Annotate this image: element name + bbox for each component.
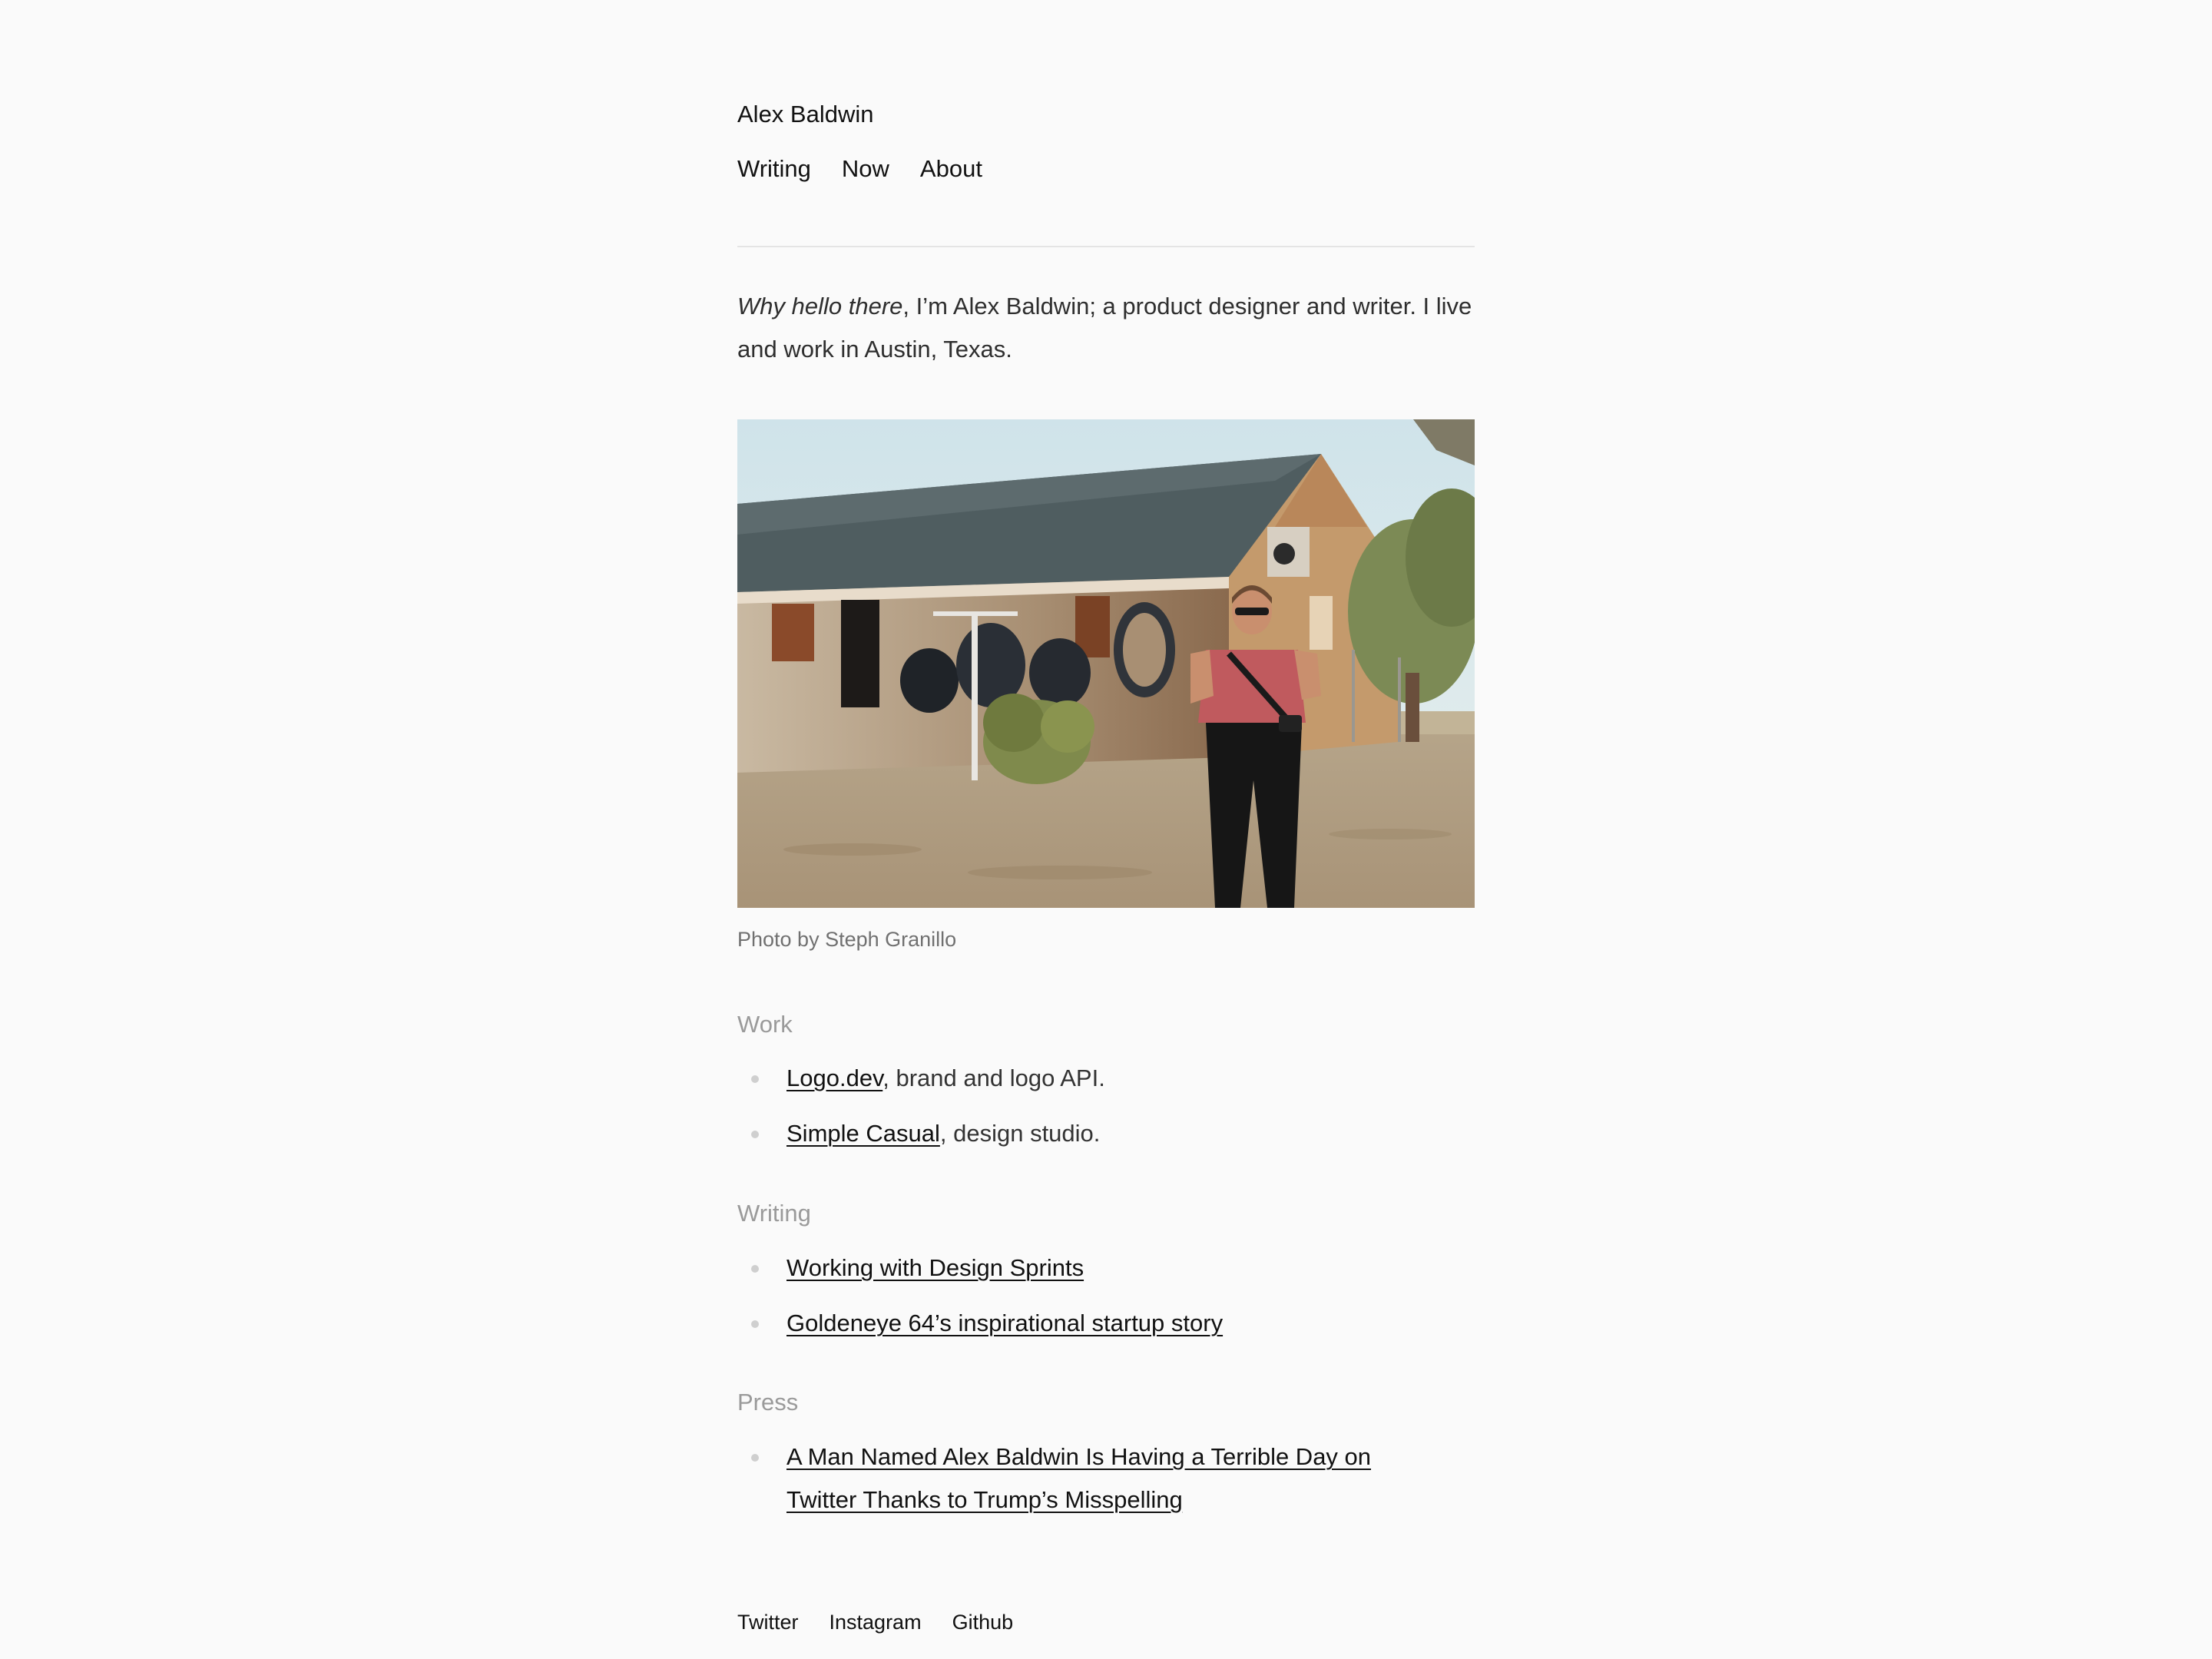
intro-text: , I’m Alex Baldwin; a product designer and writer. I live and work in Austin, Texas. [737, 293, 1472, 363]
footer-link-instagram[interactable]: Instagram [829, 1611, 922, 1634]
writing-heading: Writing [737, 1200, 811, 1227]
writing-link-goldeneye[interactable]: Goldeneye 64’s inspirational startup story [786, 1310, 1224, 1336]
list-item [737, 1302, 1475, 1345]
list-item [737, 1057, 1475, 1100]
nav-item-writing[interactable]: Writing [737, 155, 811, 182]
list-item [737, 1435, 1447, 1522]
footer-link-twitter[interactable]: Twitter [737, 1611, 799, 1634]
bullet-dot-icon [751, 1320, 759, 1328]
nav-item-now[interactable]: Now [841, 155, 889, 182]
bullet-dot-icon [751, 1454, 759, 1462]
intro-paragraph [737, 285, 1475, 371]
press-list [737, 1435, 1475, 1534]
main-nav [737, 154, 982, 183]
bullet-dot-icon [751, 1131, 759, 1138]
photo-caption: Photo by Steph Granillo [737, 928, 957, 951]
press-link-article[interactable]: A Man Named Alex Baldwin Is Having a Terrible Day on Twitter Thanks to Trump’s Misspelling [786, 1443, 1372, 1513]
work-item-description: , brand and logo API. [882, 1065, 1105, 1091]
footer-link-github[interactable]: Github [952, 1611, 1014, 1634]
work-link-simple-casual[interactable]: Simple Casual [786, 1120, 940, 1147]
work-link-logo-dev[interactable]: Logo.dev [786, 1065, 883, 1091]
writing-list [737, 1247, 1475, 1357]
bullet-dot-icon [751, 1075, 759, 1083]
writing-link-design-sprints[interactable]: Working with Design Sprints [786, 1254, 1084, 1281]
profile-photo [737, 419, 1475, 908]
work-item-description: , design studio. [939, 1120, 1101, 1147]
list-item [737, 1247, 1475, 1290]
work-list [737, 1057, 1475, 1167]
intro-greeting: Why hello there [737, 293, 903, 320]
bullet-dot-icon [751, 1265, 759, 1273]
press-heading: Press [737, 1389, 799, 1416]
footer-links [737, 1610, 1013, 1634]
header-divider [737, 246, 1475, 247]
work-heading: Work [737, 1011, 793, 1038]
list-item [737, 1112, 1475, 1155]
nav-item-about[interactable]: About [919, 155, 982, 182]
site-title[interactable]: Alex Baldwin [737, 101, 874, 127]
